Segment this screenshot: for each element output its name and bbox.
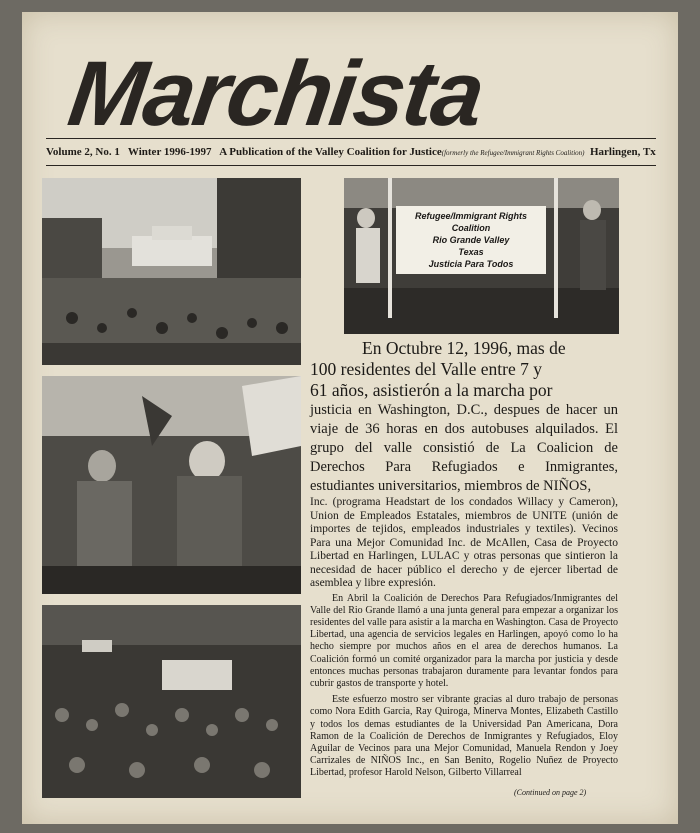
issue-season: Winter 1996-1997 [127, 146, 212, 158]
banner-line: Rio Grande Valley [432, 235, 510, 245]
masthead-title: Marchista [62, 43, 489, 145]
photo-white-house-march [42, 178, 301, 365]
issue-formerly: (formerly the Refugee/Immigrant Rights Coalition) [441, 149, 585, 157]
coalition-banner-sign [396, 206, 546, 274]
issue-line [46, 138, 656, 166]
lead-line-2: 100 residentes del Valle entre 7 y [310, 359, 542, 379]
banner-line: Texas [458, 247, 484, 257]
article-paragraph-3: Este esfuerzo mostro ser vibrante gracias al duro trabajo de personas como Nora Edith Garcia, Ray Quiroga, Minerva Montes, Elizabeth Castillo y todos los demas estudiantes de la Universidad Pan Americana, Dora Ramon de la Coalición de Derechos de Inmigrantes y Refugiados, Eloy Aguilar de Vecinos para una Mejor Comunidad, Manuela Rendon y Joey Carrizales de NIÑOS Inc., en San Benito, Rogelio Nuñez de Proyecto Libertad, profesor Harold Nelson, Gilberto Villarreal [310, 694, 618, 779]
article-paragraph-2: En Abril la Coalición de Derechos Para Refugiados/Inmigrantes del Valle del Rio Grande llamó a una junta general para empezar a organizar los residentes del valle para asistir a la marcha en Washington. Casa de Proyecto Libertad, una agencia de servicios legales en Harlingen, apoyó como lo ha hecho siempre por muchos años en el area de derechos humanos. La Coalición formó un comité organizador para la marcha por justicia y desde entonces muchas personas trabajaron duramente para levantar fondos para cubrir gastos de transporte y hotel. [310, 592, 618, 689]
lead-article [310, 338, 618, 780]
issue-volume: Volume 2, No. 1 [46, 146, 120, 158]
banner-line: Refugee/Immigrant Rights [414, 211, 527, 221]
lead-line-3: 61 años, asistierón a la marcha por [310, 380, 553, 400]
issue-location: Harlingen, Tx [589, 146, 656, 158]
article-paragraph-1a: justicia en Washington, D.C., despues de hacer un viaje de 36 horas en dos autobuses alquilados. El grupo del valle consistió de La Coalicion de Derechos Para Refugiados e Inmigrantes, estudiantes universitarios, miembros de NIÑOS, [310, 402, 618, 494]
photo-marchers-with-flags [42, 376, 301, 594]
photo-coalition-banner [344, 178, 619, 334]
banner-line: Justicia Para Todos [428, 259, 514, 269]
photo-crowd-with-banners [42, 605, 301, 798]
continued-note: (Continued on page 2) [514, 788, 587, 797]
lead-line-1: En Octubre 12, 1996, mas de [362, 338, 566, 358]
banner-line: Coalition [451, 223, 491, 233]
article-paragraph-1b: Inc. (programa Headstart de los condados Willacy y Cameron), Union de Empleados Estatales, miembros de UNITE (unión de importes de tejidos, empleados industriales y textiles). Vecinos Para una Mejor Comunidad Inc. de McAllen, Casa de Proyecto Libertad en Harlingen, LULAC y otras personas que sintieron la necesidad de hacer público el derecho y de ejercer libertad de asemblea y libre expresión. [310, 496, 618, 589]
issue-publication: A Publication of the Valley Coalition for Justice [219, 146, 442, 158]
